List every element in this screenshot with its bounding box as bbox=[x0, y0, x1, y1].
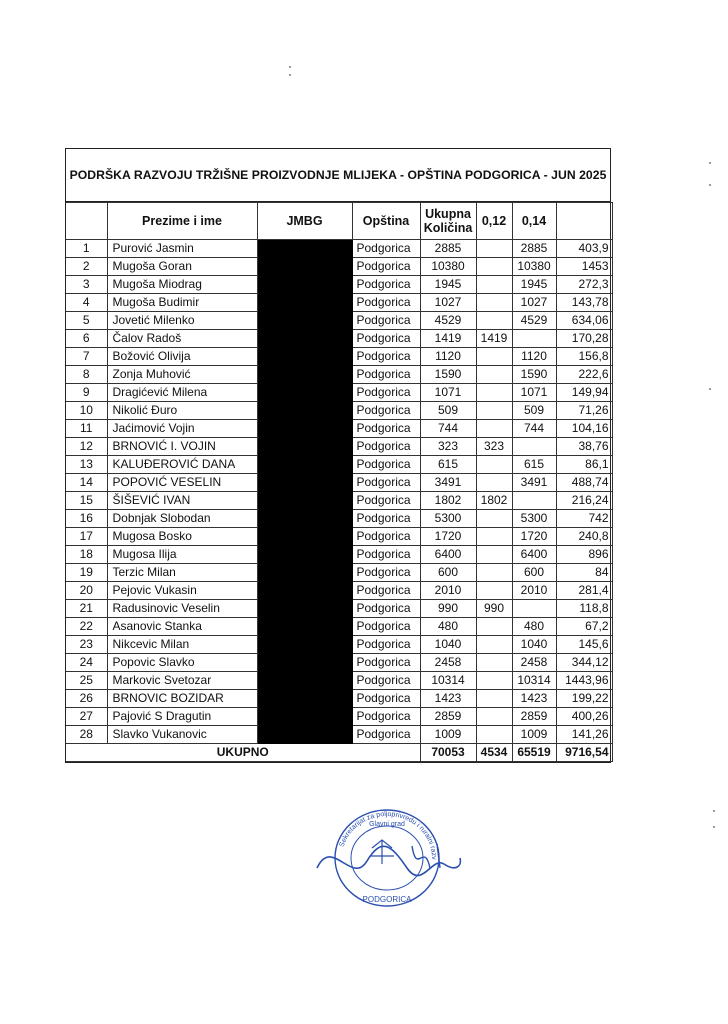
row-opstina: Podgorica bbox=[352, 330, 420, 348]
row-jmbg-redacted bbox=[257, 276, 352, 294]
row-rate-012 bbox=[476, 510, 512, 528]
row-number: 20 bbox=[66, 582, 107, 600]
row-opstina: Podgorica bbox=[352, 600, 420, 618]
row-rate-014: 10380 bbox=[512, 258, 556, 276]
row-jmbg-redacted bbox=[257, 474, 352, 492]
row-amount: 488,74 bbox=[556, 474, 612, 492]
row-number: 16 bbox=[66, 510, 107, 528]
row-jmbg-redacted bbox=[257, 330, 352, 348]
row-number: 12 bbox=[66, 438, 107, 456]
row-opstina: Podgorica bbox=[352, 240, 420, 258]
row-number: 4 bbox=[66, 294, 107, 312]
row-rate-012 bbox=[476, 654, 512, 672]
row-number: 14 bbox=[66, 474, 107, 492]
row-rate-014 bbox=[512, 600, 556, 618]
stamp-ring-text: Sekretarijat za poljoprivredu i ruralni razv bbox=[338, 810, 438, 860]
row-rate-012 bbox=[476, 366, 512, 384]
row-kolicina: 744 bbox=[420, 420, 476, 438]
total-row bbox=[66, 744, 612, 762]
row-rate-014: 1945 bbox=[512, 276, 556, 294]
row-rate-014: 1009 bbox=[512, 726, 556, 744]
table-row bbox=[66, 348, 612, 366]
row-amount: 141,26 bbox=[556, 726, 612, 744]
row-jmbg-redacted bbox=[257, 366, 352, 384]
row-rate-012: 323 bbox=[476, 438, 512, 456]
table-row bbox=[66, 600, 612, 618]
row-number: 6 bbox=[66, 330, 107, 348]
row-jmbg-redacted bbox=[257, 528, 352, 546]
row-kolicina: 1590 bbox=[420, 366, 476, 384]
table-row bbox=[66, 330, 612, 348]
table-row bbox=[66, 294, 612, 312]
row-opstina: Podgorica bbox=[352, 636, 420, 654]
row-rate-014: 600 bbox=[512, 564, 556, 582]
header-jmbg: JMBG bbox=[257, 203, 352, 240]
header-ukupna-line1: Ukupna bbox=[425, 207, 471, 221]
row-rate-014: 615 bbox=[512, 456, 556, 474]
row-number: 10 bbox=[66, 402, 107, 420]
row-kolicina: 323 bbox=[420, 438, 476, 456]
row-opstina: Podgorica bbox=[352, 708, 420, 726]
row-rate-012 bbox=[476, 528, 512, 546]
row-opstina: Podgorica bbox=[352, 456, 420, 474]
row-rate-014: 1040 bbox=[512, 636, 556, 654]
row-number: 18 bbox=[66, 546, 107, 564]
row-number: 7 bbox=[66, 348, 107, 366]
table-row bbox=[66, 546, 612, 564]
row-kolicina: 10380 bbox=[420, 258, 476, 276]
row-jmbg-redacted bbox=[257, 654, 352, 672]
table-row bbox=[66, 564, 612, 582]
row-number: 22 bbox=[66, 618, 107, 636]
row-rate-014: 4529 bbox=[512, 312, 556, 330]
row-opstina: Podgorica bbox=[352, 528, 420, 546]
row-rate-012 bbox=[476, 708, 512, 726]
row-number: 8 bbox=[66, 366, 107, 384]
row-name: Pejovic Vukasin bbox=[107, 582, 257, 600]
row-opstina: Podgorica bbox=[352, 564, 420, 582]
table-row bbox=[66, 636, 612, 654]
row-number: 19 bbox=[66, 564, 107, 582]
row-name: Mugoša Miodrag bbox=[107, 276, 257, 294]
table-row bbox=[66, 672, 612, 690]
table-row bbox=[66, 312, 612, 330]
row-name: Dragićević Milena bbox=[107, 384, 257, 402]
row-number: 11 bbox=[66, 420, 107, 438]
row-kolicina: 1027 bbox=[420, 294, 476, 312]
table-row bbox=[66, 726, 612, 744]
row-name: Slavko Vukanovic bbox=[107, 726, 257, 744]
table-row bbox=[66, 438, 612, 456]
row-amount: 104,16 bbox=[556, 420, 612, 438]
row-amount: 71,26 bbox=[556, 402, 612, 420]
scan-speck bbox=[709, 184, 711, 186]
row-rate-014: 1027 bbox=[512, 294, 556, 312]
row-rate-012: 1802 bbox=[476, 492, 512, 510]
row-opstina: Podgorica bbox=[352, 654, 420, 672]
row-kolicina: 6400 bbox=[420, 546, 476, 564]
row-kolicina: 5300 bbox=[420, 510, 476, 528]
table-row bbox=[66, 618, 612, 636]
row-amount: 742 bbox=[556, 510, 612, 528]
row-kolicina: 1009 bbox=[420, 726, 476, 744]
document-title: PODRŠKA RAZVOJU TRŽIŠNE PROIZVODNJE MLIJEKA - OPŠTINA PODGORICA - JUN 2025 bbox=[66, 149, 610, 202]
row-jmbg-redacted bbox=[257, 636, 352, 654]
row-opstina: Podgorica bbox=[352, 726, 420, 744]
row-jmbg-redacted bbox=[257, 618, 352, 636]
row-opstina: Podgorica bbox=[352, 582, 420, 600]
row-kolicina: 1120 bbox=[420, 348, 476, 366]
row-jmbg-redacted bbox=[257, 708, 352, 726]
row-name: BRNOVIĆ I. VOJIN bbox=[107, 438, 257, 456]
row-rate-012 bbox=[476, 294, 512, 312]
row-name: Jaćimović Vojin bbox=[107, 420, 257, 438]
row-opstina: Podgorica bbox=[352, 348, 420, 366]
row-rate-012 bbox=[476, 384, 512, 402]
scan-speck bbox=[709, 162, 711, 164]
row-opstina: Podgorica bbox=[352, 276, 420, 294]
row-opstina: Podgorica bbox=[352, 618, 420, 636]
row-opstina: Podgorica bbox=[352, 438, 420, 456]
row-amount: 281,4 bbox=[556, 582, 612, 600]
row-rate-014 bbox=[512, 492, 556, 510]
row-opstina: Podgorica bbox=[352, 366, 420, 384]
scan-speck bbox=[713, 810, 715, 812]
stamp-inner-ring bbox=[351, 826, 423, 890]
row-opstina: Podgorica bbox=[352, 294, 420, 312]
table-row bbox=[66, 384, 612, 402]
scan-speck bbox=[289, 74, 291, 76]
row-number: 2 bbox=[66, 258, 107, 276]
row-rate-012 bbox=[476, 276, 512, 294]
row-amount: 344,12 bbox=[556, 654, 612, 672]
row-jmbg-redacted bbox=[257, 492, 352, 510]
row-opstina: Podgorica bbox=[352, 384, 420, 402]
row-rate-014: 2010 bbox=[512, 582, 556, 600]
row-amount: 222,6 bbox=[556, 366, 612, 384]
row-name: Nikolić Đuro bbox=[107, 402, 257, 420]
row-opstina: Podgorica bbox=[352, 420, 420, 438]
row-rate-014: 2859 bbox=[512, 708, 556, 726]
header-number bbox=[66, 203, 107, 240]
row-kolicina: 1720 bbox=[420, 528, 476, 546]
row-name: Radusinovic Veselin bbox=[107, 600, 257, 618]
row-jmbg-redacted bbox=[257, 690, 352, 708]
row-amount: 84 bbox=[556, 564, 612, 582]
row-jmbg-redacted bbox=[257, 510, 352, 528]
row-amount: 634,06 bbox=[556, 312, 612, 330]
table-row bbox=[66, 474, 612, 492]
row-rate-012 bbox=[476, 456, 512, 474]
row-name: Zonja Muhović bbox=[107, 366, 257, 384]
stamp-bottom-text: PODGORICA bbox=[362, 895, 412, 904]
row-kolicina: 1040 bbox=[420, 636, 476, 654]
row-name: POPOVIĆ VESELIN bbox=[107, 474, 257, 492]
row-rate-014: 1720 bbox=[512, 528, 556, 546]
table-row bbox=[66, 258, 612, 276]
row-rate-014: 744 bbox=[512, 420, 556, 438]
table-row bbox=[66, 240, 612, 258]
row-kolicina: 615 bbox=[420, 456, 476, 474]
row-rate-012 bbox=[476, 474, 512, 492]
total-rate-012: 4534 bbox=[476, 744, 512, 762]
row-kolicina: 3491 bbox=[420, 474, 476, 492]
row-amount: 170,28 bbox=[556, 330, 612, 348]
row-rate-012 bbox=[476, 564, 512, 582]
row-kolicina: 2885 bbox=[420, 240, 476, 258]
row-jmbg-redacted bbox=[257, 582, 352, 600]
row-number: 17 bbox=[66, 528, 107, 546]
row-amount: 143,78 bbox=[556, 294, 612, 312]
row-rate-014 bbox=[512, 438, 556, 456]
row-amount: 199,22 bbox=[556, 690, 612, 708]
row-name: Nikcevic Milan bbox=[107, 636, 257, 654]
row-name: Pajović S Dragutin bbox=[107, 708, 257, 726]
row-name: Popovic Slavko bbox=[107, 654, 257, 672]
table-row bbox=[66, 708, 612, 726]
row-kolicina: 1423 bbox=[420, 690, 476, 708]
row-number: 25 bbox=[66, 672, 107, 690]
row-amount: 1443,96 bbox=[556, 672, 612, 690]
row-rate-014: 2458 bbox=[512, 654, 556, 672]
row-jmbg-redacted bbox=[257, 348, 352, 366]
row-name: ŠIŠEVIĆ IVAN bbox=[107, 492, 257, 510]
row-jmbg-redacted bbox=[257, 564, 352, 582]
header-name: Prezime i ime bbox=[107, 203, 257, 240]
row-amount: 403,9 bbox=[556, 240, 612, 258]
row-jmbg-redacted bbox=[257, 600, 352, 618]
row-opstina: Podgorica bbox=[352, 312, 420, 330]
row-rate-014 bbox=[512, 330, 556, 348]
table-row bbox=[66, 276, 612, 294]
row-name: Mugosa Bosko bbox=[107, 528, 257, 546]
row-kolicina: 509 bbox=[420, 402, 476, 420]
row-rate-012: 1419 bbox=[476, 330, 512, 348]
table-row bbox=[66, 690, 612, 708]
row-amount: 216,24 bbox=[556, 492, 612, 510]
row-name: Markovic Svetozar bbox=[107, 672, 257, 690]
row-number: 24 bbox=[66, 654, 107, 672]
row-number: 3 bbox=[66, 276, 107, 294]
row-rate-014: 1120 bbox=[512, 348, 556, 366]
row-jmbg-redacted bbox=[257, 420, 352, 438]
row-rate-014: 480 bbox=[512, 618, 556, 636]
row-kolicina: 480 bbox=[420, 618, 476, 636]
row-rate-014: 5300 bbox=[512, 510, 556, 528]
row-amount: 240,8 bbox=[556, 528, 612, 546]
row-name: Mugosa Ilija bbox=[107, 546, 257, 564]
row-rate-012 bbox=[476, 402, 512, 420]
row-kolicina: 1945 bbox=[420, 276, 476, 294]
row-jmbg-redacted bbox=[257, 402, 352, 420]
row-name: Mugoša Budimir bbox=[107, 294, 257, 312]
total-kolicina: 70053 bbox=[420, 744, 476, 762]
row-rate-014: 1423 bbox=[512, 690, 556, 708]
row-number: 28 bbox=[66, 726, 107, 744]
row-opstina: Podgorica bbox=[352, 492, 420, 510]
row-rate-014: 1590 bbox=[512, 366, 556, 384]
header-rate-014: 0,14 bbox=[512, 203, 556, 240]
table-row bbox=[66, 402, 612, 420]
row-opstina: Podgorica bbox=[352, 690, 420, 708]
table-row bbox=[66, 492, 612, 510]
row-name: Mugoša Goran bbox=[107, 258, 257, 276]
row-opstina: Podgorica bbox=[352, 546, 420, 564]
row-amount: 86,1 bbox=[556, 456, 612, 474]
row-number: 23 bbox=[66, 636, 107, 654]
row-amount: 149,94 bbox=[556, 384, 612, 402]
row-amount: 38,76 bbox=[556, 438, 612, 456]
row-rate-012 bbox=[476, 420, 512, 438]
row-jmbg-redacted bbox=[257, 672, 352, 690]
total-amount: 9716,54 bbox=[556, 744, 612, 762]
row-jmbg-redacted bbox=[257, 726, 352, 744]
header-rate-012: 0,12 bbox=[476, 203, 512, 240]
row-rate-014: 3491 bbox=[512, 474, 556, 492]
row-name: Jovetić Milenko bbox=[107, 312, 257, 330]
row-rate-012 bbox=[476, 672, 512, 690]
row-rate-014: 1071 bbox=[512, 384, 556, 402]
row-kolicina: 2010 bbox=[420, 582, 476, 600]
row-number: 13 bbox=[66, 456, 107, 474]
row-amount: 400,26 bbox=[556, 708, 612, 726]
row-rate-012 bbox=[476, 312, 512, 330]
row-name: Božović Olivija bbox=[107, 348, 257, 366]
milk-subsidy-table-sheet bbox=[65, 148, 611, 763]
row-opstina: Podgorica bbox=[352, 258, 420, 276]
row-amount: 896 bbox=[556, 546, 612, 564]
row-name: Čalov Radoš bbox=[107, 330, 257, 348]
row-number: 27 bbox=[66, 708, 107, 726]
row-rate-014: 2885 bbox=[512, 240, 556, 258]
row-kolicina: 2859 bbox=[420, 708, 476, 726]
row-name: KALUĐEROVIĆ DANA bbox=[107, 456, 257, 474]
scan-speck bbox=[289, 66, 291, 68]
total-label: UKUPNO bbox=[66, 744, 420, 762]
row-name: BRNOVIC BOZIDAR bbox=[107, 690, 257, 708]
row-number: 1 bbox=[66, 240, 107, 258]
row-rate-012 bbox=[476, 348, 512, 366]
row-jmbg-redacted bbox=[257, 258, 352, 276]
header-ukupna-line2: Količina bbox=[423, 221, 473, 235]
row-kolicina: 1802 bbox=[420, 492, 476, 510]
header-amount bbox=[556, 203, 612, 240]
row-rate-012 bbox=[476, 240, 512, 258]
scan-speck bbox=[713, 826, 715, 828]
row-opstina: Podgorica bbox=[352, 474, 420, 492]
row-rate-014: 10314 bbox=[512, 672, 556, 690]
row-number: 15 bbox=[66, 492, 107, 510]
row-name: Purović Jasmin bbox=[107, 240, 257, 258]
scan-speck bbox=[709, 388, 711, 390]
row-rate-012 bbox=[476, 618, 512, 636]
row-amount: 1453 bbox=[556, 258, 612, 276]
row-kolicina: 4529 bbox=[420, 312, 476, 330]
row-amount: 118,8 bbox=[556, 600, 612, 618]
row-rate-012 bbox=[476, 636, 512, 654]
row-rate-014: 6400 bbox=[512, 546, 556, 564]
header-ukupna-kolicina bbox=[420, 203, 476, 240]
row-jmbg-redacted bbox=[257, 312, 352, 330]
row-amount: 272,3 bbox=[556, 276, 612, 294]
official-stamp-seal bbox=[312, 806, 462, 911]
row-opstina: Podgorica bbox=[352, 672, 420, 690]
row-rate-012 bbox=[476, 582, 512, 600]
row-number: 21 bbox=[66, 600, 107, 618]
row-rate-012 bbox=[476, 690, 512, 708]
row-kolicina: 600 bbox=[420, 564, 476, 582]
row-jmbg-redacted bbox=[257, 384, 352, 402]
table-row bbox=[66, 420, 612, 438]
stamp-top-text: Glavni grad bbox=[369, 821, 405, 828]
row-jmbg-redacted bbox=[257, 240, 352, 258]
row-number: 26 bbox=[66, 690, 107, 708]
header-opstina: Opština bbox=[352, 203, 420, 240]
table-row bbox=[66, 528, 612, 546]
row-kolicina: 1419 bbox=[420, 330, 476, 348]
table-row bbox=[66, 456, 612, 474]
row-rate-012 bbox=[476, 258, 512, 276]
row-kolicina: 990 bbox=[420, 600, 476, 618]
row-rate-012: 990 bbox=[476, 600, 512, 618]
row-number: 5 bbox=[66, 312, 107, 330]
table-row bbox=[66, 654, 612, 672]
row-amount: 67,2 bbox=[556, 618, 612, 636]
row-number: 9 bbox=[66, 384, 107, 402]
table-row bbox=[66, 582, 612, 600]
row-opstina: Podgorica bbox=[352, 402, 420, 420]
row-rate-012 bbox=[476, 546, 512, 564]
row-amount: 156,8 bbox=[556, 348, 612, 366]
row-rate-014: 509 bbox=[512, 402, 556, 420]
row-kolicina: 2458 bbox=[420, 654, 476, 672]
table-row bbox=[66, 366, 612, 384]
table-row bbox=[66, 510, 612, 528]
row-opstina: Podgorica bbox=[352, 510, 420, 528]
row-name: Dobnjak Slobodan bbox=[107, 510, 257, 528]
row-amount: 145,6 bbox=[556, 636, 612, 654]
row-name: Terzic Milan bbox=[107, 564, 257, 582]
total-rate-014: 65519 bbox=[512, 744, 556, 762]
row-kolicina: 10314 bbox=[420, 672, 476, 690]
row-name: Asanovic Stanka bbox=[107, 618, 257, 636]
table-header-row bbox=[66, 203, 612, 240]
beneficiaries-table bbox=[66, 202, 613, 762]
row-jmbg-redacted bbox=[257, 456, 352, 474]
row-jmbg-redacted bbox=[257, 438, 352, 456]
row-kolicina: 1071 bbox=[420, 384, 476, 402]
row-jmbg-redacted bbox=[257, 546, 352, 564]
row-rate-012 bbox=[476, 726, 512, 744]
row-jmbg-redacted bbox=[257, 294, 352, 312]
